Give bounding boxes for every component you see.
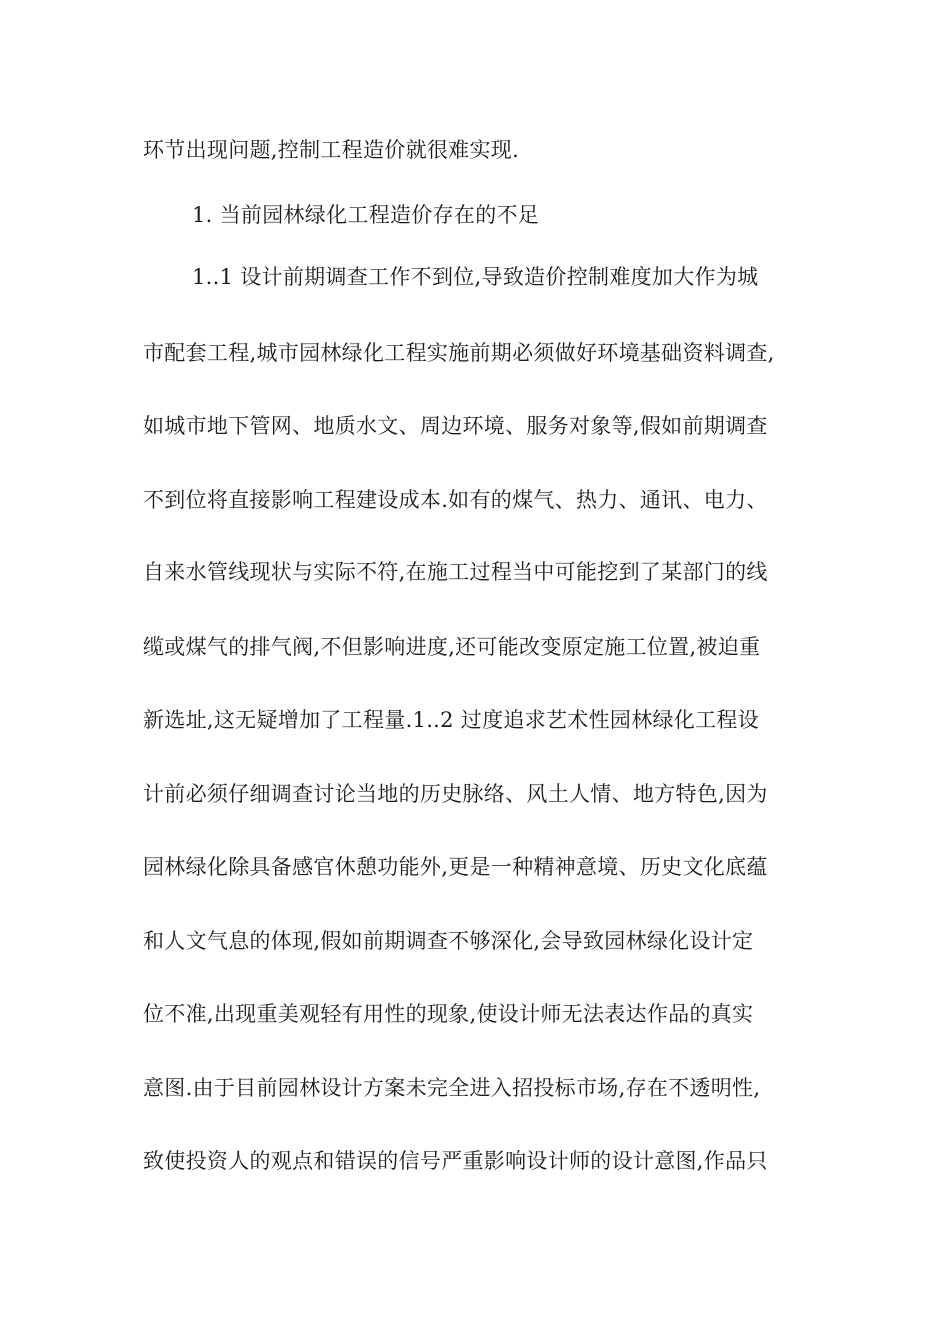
text-line: 市配套工程,城市园林绿化工程实施前期必须做好环境基础资料调查, (143, 341, 775, 365)
text-line: 位不准,出现重美观轻有用性的现象,使设计师无法表达作品的真实 (143, 1002, 754, 1026)
text-line: 不到位将直接影响工程建设成本.如有的煤气、热力、通讯、电力、 (143, 488, 768, 512)
text-line: 自来水管线现状与实际不符,在施工过程当中可能挖到了某部门的线 (143, 560, 768, 584)
text-line: 如城市地下管网、地质水文、周边环境、服务对象等,假如前期调查 (143, 414, 768, 438)
text-line: 缆或煤气的排气阀,不但影响进度,还可能改变原定施工位置,被迫重 (143, 635, 761, 659)
subsection-heading: 1..1 设计前期调查工作不到位,导致造价控制难度加大作为城 (192, 265, 759, 289)
text-line: 计前必须仔细调查讨论当地的历史脉络、风土人情、地方特色,因为 (143, 782, 768, 806)
text-line: 园林绿化除具备感官休憩功能外,更是一种精神意境、历史文化底蕴 (143, 855, 768, 879)
text-line: 新选址,这无疑增加了工程量.1..2 过度追求艺术性园林绿化工程设 (143, 708, 759, 732)
text-line: 和人文气息的体现,假如前期调查不够深化,会导致园林绿化设计定 (143, 929, 754, 953)
text-line: 意图.由于目前园林设计方案未完全进入招投标市场,存在不透明性, (143, 1076, 761, 1100)
text-line: 致使投资人的观点和错误的信号严重影响设计师的设计意图,作品只 (143, 1149, 768, 1173)
text-line: 环节出现问题,控制工程造价就很难实现. (143, 138, 520, 162)
section-heading: 1. 当前园林绿化工程造价存在的不足 (192, 203, 540, 227)
